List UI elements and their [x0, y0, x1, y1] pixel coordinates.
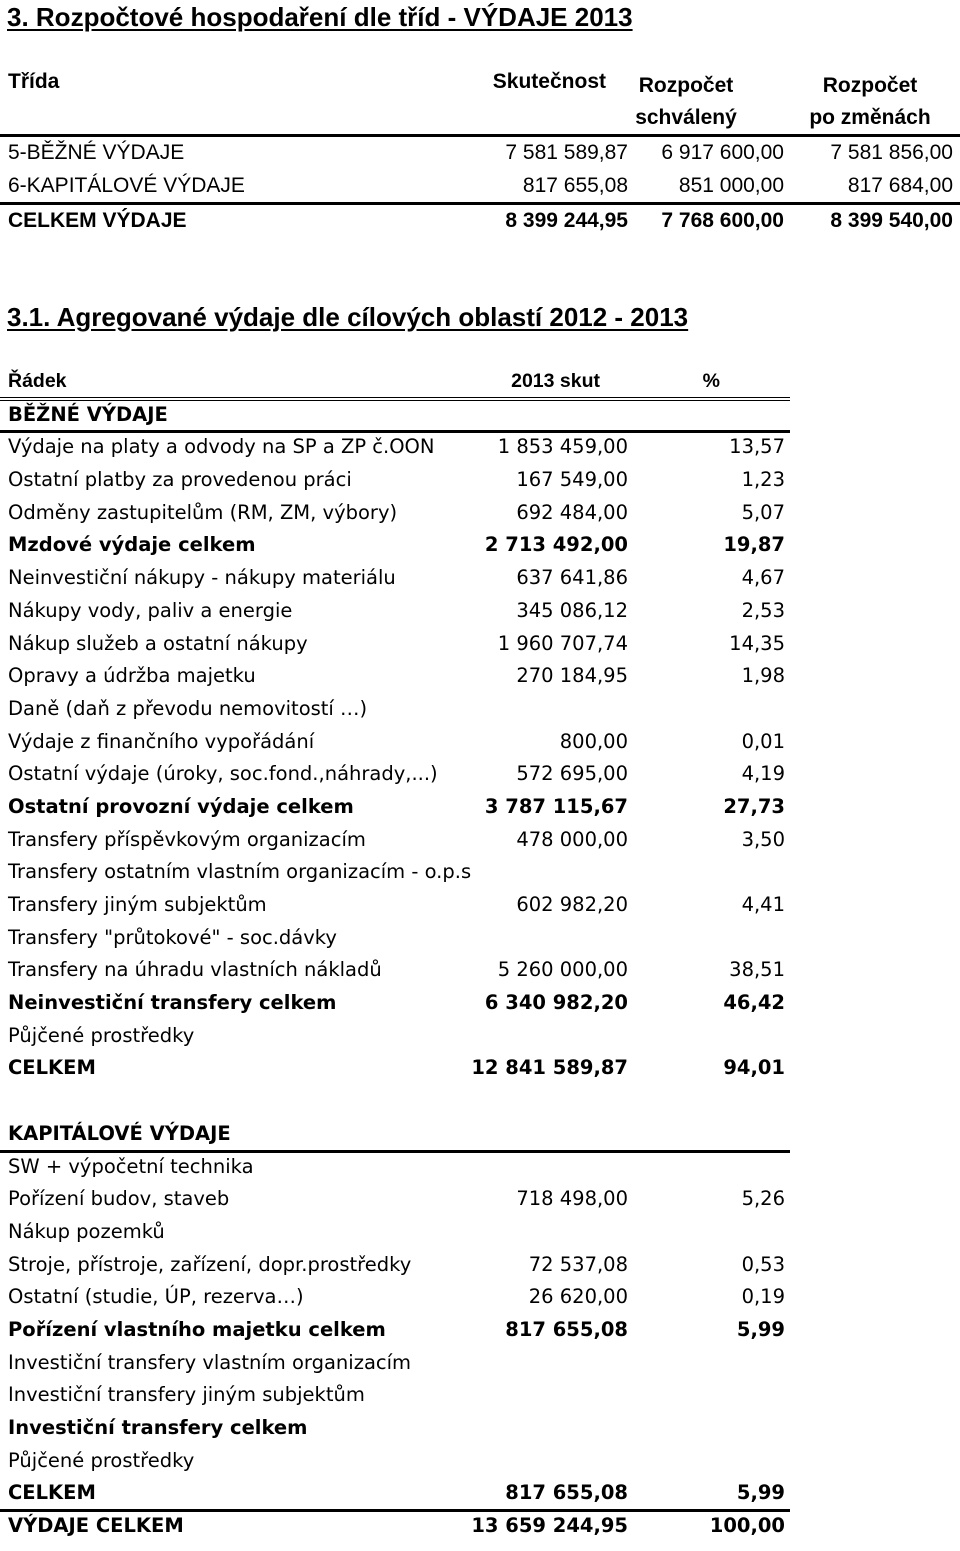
row-value: 817 655,08 — [505, 1481, 628, 1505]
row-value: 2 713 492,00 — [484, 533, 628, 557]
grand-total-value: 13 659 244,95 — [471, 1514, 628, 1538]
row-value: 718 498,00 — [516, 1187, 628, 1211]
row-percent: 94,01 — [723, 1056, 785, 1080]
row-label: CELKEM — [8, 1481, 96, 1505]
col-header-rozpocet-schvaleny-line2: schválený — [635, 106, 737, 129]
row-percent: 19,87 — [723, 533, 785, 557]
row-percent: 1,23 — [741, 468, 785, 492]
table-row — [0, 562, 960, 595]
row-label: Ostatní provozní výdaje celkem — [8, 794, 354, 818]
row-percent: 0,19 — [741, 1285, 785, 1309]
row-percent: 4,67 — [741, 566, 785, 590]
row-percent: 2,53 — [741, 598, 785, 622]
class-row-skutecnost: 817 655,08 — [522, 173, 628, 197]
table-row — [0, 922, 960, 955]
row-label: Transfery příspěvkovým organizacím — [8, 827, 366, 851]
col-header-rozpocet-po-zmenach-line2: po změnách — [809, 106, 931, 129]
row-label: Investiční transfery celkem — [8, 1416, 308, 1439]
class-row-schvaleny: 851 000,00 — [678, 173, 784, 197]
row-value: 26 620,00 — [528, 1285, 628, 1309]
col-header-percent: % — [702, 370, 720, 392]
table-row — [0, 1020, 960, 1053]
class-total-po-zmenach: 8 399 540,00 — [830, 209, 953, 232]
table-row — [0, 856, 960, 889]
row-label: Pořízení budov, staveb — [8, 1187, 230, 1211]
class-row — [0, 170, 960, 203]
class-row-po-zmenach: 817 684,00 — [847, 173, 953, 197]
row-percent: 4,19 — [741, 762, 785, 786]
table-row — [0, 987, 960, 1020]
table-row — [0, 726, 960, 759]
section-1-title: 3. Rozpočtové hospodaření dle tříd - VÝDAJE 2013 — [7, 2, 633, 32]
bezne-total-row — [0, 1052, 960, 1085]
row-label: Nákup pozemků — [8, 1219, 165, 1243]
row-value: 1 853 459,00 — [497, 435, 628, 459]
row-value: 167 549,00 — [516, 468, 628, 492]
col-header-rozpocet-po-zmenach — [795, 70, 945, 134]
row-percent: 38,51 — [729, 958, 785, 982]
grand-total-row — [0, 1510, 960, 1543]
col-header-rozpocet-schvaleny-line1: Rozpočet — [638, 74, 734, 97]
class-row — [0, 137, 960, 170]
row-percent: 0,01 — [741, 729, 785, 753]
class-row-skutecnost: 7 581 589,87 — [505, 141, 628, 164]
row-label: Investiční transfery jiným subjektům — [8, 1383, 365, 1407]
row-percent: 5,26 — [741, 1187, 785, 1211]
table-row — [0, 1281, 960, 1314]
row-value: 270 184,95 — [516, 664, 628, 688]
row-value: 478 000,00 — [516, 827, 628, 851]
row-percent: 5,99 — [736, 1481, 785, 1505]
row-value: 12 841 589,87 — [471, 1056, 628, 1080]
row-label: Investiční transfery vlastním organizacím — [8, 1350, 412, 1374]
row-percent: 27,73 — [723, 794, 785, 818]
kapitalove-total-row — [0, 1477, 960, 1510]
row-label: Transfery ostatním vlastním organizacím - o.p.s — [8, 860, 472, 884]
row-percent: 5,07 — [741, 500, 785, 524]
section-2-title: 3.1. Agregované výdaje dle cílových oblastí 2012 - 2013 — [7, 302, 689, 332]
bezne-vydaje-header — [0, 399, 960, 432]
col-header-skutecnost: Skutečnost — [492, 70, 606, 93]
row-value: 345 086,12 — [516, 598, 628, 622]
spacer — [0, 1085, 960, 1118]
col-header-rozpocet-schvaleny — [611, 70, 761, 134]
row-value: 72 537,08 — [528, 1252, 628, 1276]
table-row — [0, 1379, 960, 1412]
row-label: Mzdové výdaje celkem — [8, 533, 256, 557]
row-percent: 5,99 — [736, 1317, 785, 1341]
table-row — [0, 1249, 960, 1282]
table-row — [0, 497, 960, 530]
bezne-vydaje-label: BĚŽNÉ VÝDAJE — [8, 402, 168, 426]
kapitalove-vydaje-header — [0, 1118, 960, 1151]
table-row — [0, 660, 960, 693]
table-row — [0, 1445, 960, 1478]
row-label: Stroje, přístroje, zařízení, dopr.prostředky — [8, 1252, 412, 1276]
table-row — [0, 1151, 960, 1184]
agg-table-header — [0, 366, 960, 399]
row-value: 817 655,08 — [505, 1317, 628, 1341]
row-percent: 1,98 — [741, 664, 785, 688]
row-label: Transfery jiným subjektům — [8, 893, 267, 916]
table-row — [0, 1216, 960, 1249]
row-label: Ostatní (studie, ÚP, rezerva…) — [8, 1285, 304, 1309]
row-label: Ostatní platby za provedenou práci — [8, 468, 352, 492]
table-row — [0, 1314, 960, 1347]
row-label: Opravy a údržba majetku — [8, 664, 256, 688]
row-label: Daně (daň z převodu nemovitostí …) — [8, 696, 368, 720]
row-value: 602 982,20 — [516, 893, 628, 916]
table-row — [0, 529, 960, 562]
row-label: Transfery na úhradu vlastních nákladů — [8, 958, 382, 982]
table-row — [0, 1183, 960, 1216]
table-row — [0, 1347, 960, 1380]
aggregated-expenses-table — [0, 366, 960, 1543]
row-percent: 46,42 — [723, 991, 785, 1015]
row-label: Půjčené prostředky — [8, 1023, 195, 1047]
row-label: Ostatní výdaje (úroky, soc.fond.,náhrady,...) — [8, 762, 438, 786]
class-total-row — [0, 202, 960, 238]
table-row — [0, 824, 960, 857]
row-label: CELKEM — [8, 1056, 96, 1080]
row-label: Transfery "průtokové" - soc.dávky — [8, 925, 337, 949]
table-row — [0, 758, 960, 791]
grand-total-percent: 100,00 — [709, 1514, 785, 1538]
row-percent: 0,53 — [741, 1252, 785, 1276]
row-label: Odměny zastupitelům (RM, ZM, výbory) — [8, 500, 398, 524]
class-total-skutecnost: 8 399 244,95 — [505, 209, 628, 232]
row-value: 692 484,00 — [516, 500, 628, 524]
row-label: SW + výpočetní technika — [8, 1154, 254, 1178]
table-row — [0, 791, 960, 824]
class-row-schvaleny: 6 917 600,00 — [661, 141, 784, 164]
table-row — [0, 889, 960, 922]
row-label: Půjčené prostředky — [8, 1448, 195, 1472]
row-label: Nákupy vody, paliv a energie — [8, 598, 293, 622]
row-label: Pořízení vlastního majetku celkem — [8, 1317, 386, 1341]
row-label: Výdaje z finančního vypořádání — [8, 729, 315, 753]
col-header-radek: Řádek — [8, 370, 67, 392]
row-percent: 13,57 — [729, 435, 785, 459]
row-value: 572 695,00 — [516, 762, 628, 786]
class-expenses-table — [0, 66, 960, 238]
col-header-trida: Třída — [8, 70, 60, 93]
col-header-2013-skut: 2013 skut — [511, 370, 600, 392]
table-row — [0, 693, 960, 726]
row-value: 6 340 982,20 — [484, 991, 628, 1015]
row-value: 3 787 115,67 — [484, 794, 628, 818]
table-row — [0, 431, 960, 464]
class-row-po-zmenach: 7 581 856,00 — [830, 141, 953, 164]
row-label: Výdaje na platy a odvody na SP a ZP č.OON — [8, 435, 435, 459]
class-row-label: 5-BĚŽNÉ VÝDAJE — [8, 141, 185, 164]
col-header-rozpocet-po-zmenach-line1: Rozpočet — [822, 74, 918, 97]
kapitalove-vydaje-label: KAPITÁLOVÉ VÝDAJE — [8, 1121, 231, 1145]
row-label: Neinvestiční nákupy - nákupy materiálu — [8, 566, 396, 590]
row-label: Nákup služeb a ostatní nákupy — [8, 631, 308, 655]
class-total-label: CELKEM VÝDAJE — [8, 209, 187, 232]
class-row-label: 6-KAPITÁLOVÉ VÝDAJE — [8, 173, 245, 197]
table-row — [0, 464, 960, 497]
row-percent: 14,35 — [729, 631, 785, 655]
table-row — [0, 954, 960, 987]
table-row — [0, 1412, 960, 1445]
table-row — [0, 628, 960, 661]
class-table-header — [0, 66, 960, 137]
row-percent: 4,41 — [741, 893, 785, 916]
row-percent: 3,50 — [741, 827, 785, 851]
class-total-schvaleny: 7 768 600,00 — [661, 209, 784, 232]
row-label: Neinvestiční transfery celkem — [8, 991, 337, 1015]
row-value: 800,00 — [559, 729, 628, 753]
row-value: 1 960 707,74 — [497, 631, 628, 655]
grand-total-label: VÝDAJE CELKEM — [8, 1514, 184, 1538]
row-value: 637 641,86 — [516, 566, 628, 590]
row-value: 5 260 000,00 — [497, 958, 628, 982]
table-row — [0, 595, 960, 628]
